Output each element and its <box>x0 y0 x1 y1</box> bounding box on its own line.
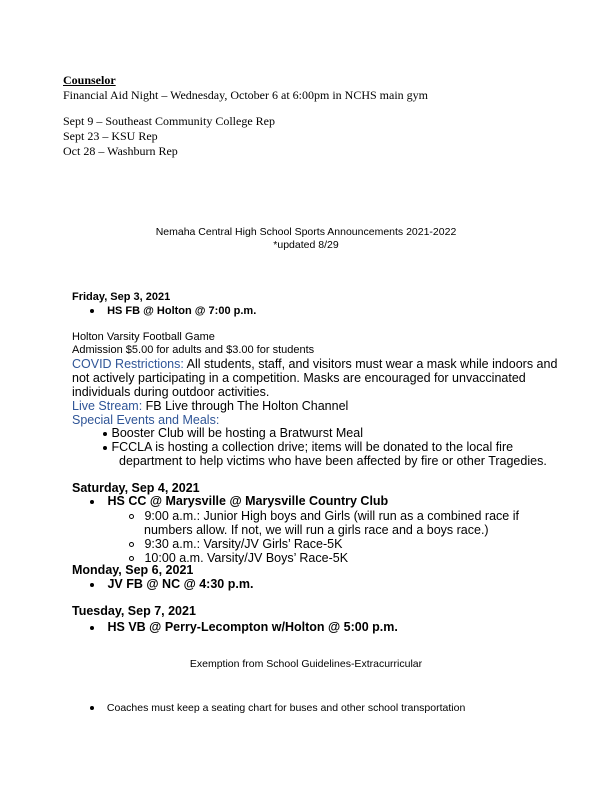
special-text: Booster Club will be hosting a Bratwurst Meal <box>111 426 363 440</box>
covid-label: COVID Restrictions: <box>72 357 184 371</box>
special-item <box>103 426 363 440</box>
race-text: 10:00 a.m. Varsity/JV Boys’ Race-5K <box>144 551 349 565</box>
race-item <box>129 537 342 551</box>
day-heading: Tuesday, Sep 7, 2021 <box>72 604 196 618</box>
bullet-icon <box>90 706 94 710</box>
game-title: Holton Varsity Football Game <box>72 331 215 343</box>
bullet-icon <box>90 309 94 313</box>
event-item <box>90 494 388 508</box>
race-item <box>129 509 519 523</box>
updated-note: *updated 8/29 <box>273 239 339 251</box>
exemption-text: Coaches must keep a seating chart for buses and other school transportation <box>106 702 466 714</box>
event-item <box>90 305 256 318</box>
event-item <box>90 620 398 634</box>
rep-item: Sept 9 – Southeast Community College Rep <box>63 114 275 128</box>
exemption-item <box>90 702 465 715</box>
bullet-icon <box>103 432 107 436</box>
rep-item: Sept 23 – KSU Rep <box>63 129 158 143</box>
sports-title: Nemaha Central High School Sports Announcements 2021-2022 <box>155 226 457 238</box>
bullet-icon <box>90 500 94 504</box>
event-text: JV FB @ NC @ 4:30 p.m. <box>107 577 254 591</box>
bullet-icon <box>103 446 107 450</box>
rep-item: Oct 28 – Washburn Rep <box>63 144 178 158</box>
special-item <box>103 440 513 454</box>
special-text: FCCLA is hosting a collection drive; items will be donated to the local fire <box>111 440 514 454</box>
event-text: HS VB @ Perry-Lecompton w/Holton @ 5:00 p.m. <box>107 620 398 634</box>
covid-line-2: not actively participating in a competition. Masks are encouraged for unvaccinated <box>72 371 526 385</box>
special-events-label: Special Events and Meals: <box>72 413 220 427</box>
event-text: HS CC @ Marysville @ Marysville Country Club <box>107 494 389 508</box>
day-heading: Friday, Sep 3, 2021 <box>72 291 171 303</box>
admission: Admission $5.00 for adults and $3.00 for students <box>72 344 315 356</box>
livestream-line <box>72 399 348 413</box>
event-text: HS FB @ Holton @ 7:00 p.m. <box>107 305 257 317</box>
circle-bullet-icon <box>129 514 134 519</box>
race-text: 9:30 a.m.: Varsity/JV Girls’ Race-5K <box>144 537 343 551</box>
livestream-text: FB Live through The Holton Channel <box>142 399 349 413</box>
financial-aid-line: Financial Aid Night – Wednesday, October 6 at 6:00pm in NCHS main gym <box>63 88 428 102</box>
covid-line-1 <box>72 357 557 371</box>
livestream-label: Live Stream: <box>72 399 143 413</box>
race-text: 9:00 a.m.: Junior High boys and Girls (will run as a combined race if <box>144 509 519 523</box>
special-text-cont: department to help victims who have been affected by fire or other Tragedies. <box>119 454 547 468</box>
event-item <box>90 577 253 591</box>
covid-line-3: individuals during outdoor activities. <box>72 385 270 399</box>
exemption-title: Exemption from School Guidelines-Extracurricular <box>189 658 423 670</box>
counselor-heading: Counselor <box>63 73 116 87</box>
bullet-icon <box>90 626 94 630</box>
bullet-icon <box>90 583 94 587</box>
circle-bullet-icon <box>129 556 134 561</box>
covid-text: All students, staff, and visitors must wear a mask while indoors and <box>183 357 558 371</box>
day-heading: Monday, Sep 6, 2021 <box>72 563 194 577</box>
circle-bullet-icon <box>129 542 134 547</box>
race-text-cont: numbers allow. If not, we will run a girls race and a boys race.) <box>144 523 489 537</box>
day-heading: Saturday, Sep 4, 2021 <box>72 481 200 495</box>
